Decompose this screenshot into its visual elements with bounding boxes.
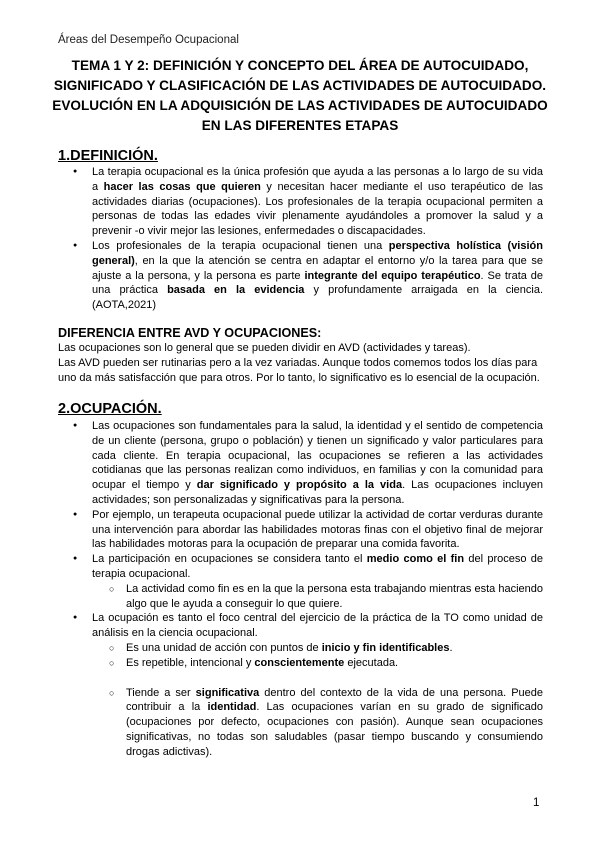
header-note: Áreas del Desempeño Ocupacional [58,34,239,46]
diferencia-text [58,341,543,385]
list-item: ● Las ocupaciones son fundamentales para la salud, la identidad y el sentido de competencia de un cliente (persona, grupo o población) y tienen un significado y valor particulares para cada cliente. En terapia ocupacional, las ocupaciones se refieren a las actividades cotidianas que las personas realizan como individuos, en familias y con la comunidad para ocupar el tiempo y dar significado y propósito a la vida. Las ocupaciones incluyen actividades; son personalizadas y significativas para la persona. [58,419,543,508]
section-heading-definicion: 1.DEFINICIÓN. [58,148,158,164]
sub-list-item: ○ Es una unidad de acción con puntos de inicio y fin identificables. [92,641,543,656]
heading-diferencia: DIFERENCIA ENTRE AVD Y OCUPACIONES: [58,326,322,340]
section-heading-ocupacion: 2.OCUPACIÓN. [58,401,162,417]
ocupacion-list [58,419,543,760]
list-item: ● La participación en ocupaciones se considera tanto el medio como el fin del proceso de terapia ocupacional. ○ La actividad como fin es en la que la persona esta trabajando mientras esta haciendo algo que le ayuda a conseguir lo que quiere. [58,552,543,611]
paragraph: Las ocupaciones son lo general que se pueden dividir en AVD (actividades y tareas). [58,342,471,354]
sub-list-item: ○ Es repetible, intencional y conscientemente ejecutada. [92,656,543,671]
list-item: ● La ocupación es tanto el foco central del ejercicio de la práctica de la TO como unidad de análisis en la ciencia ocupacional. ○ Es una unidad de acción con puntos de inicio y fin identificables. ○ Es repetible, intencional y conscientemente ejecutada. ○ Tiende a ser significativa dentro del contexto de la vida de una persona. Puede contribuir a la identidad. Las ocupaciones varían en su grado de significado (ocupaciones por defecto, ocupaciones con pasión). Aunque sean ocupaciones significativas, no todas son saludables (pasar tiempo buscando y consumiendo drogas adictivas). [58,611,543,759]
list-item: ● Los profesionales de la terapia ocupacional tienen una perspectiva holística (visión general), en la que la atención se centra en adaptar el entorno y/o la tarea para que se ajuste a la persona, y la persona es parte integrante del equipo terapéutico. Se trata de una práctica basada en la evidencia y profundamente arraigada en la ciencia. (AOTA,2021) [58,239,543,313]
definicion-list [58,165,543,313]
sub-list [92,582,543,612]
list-item: ● Por ejemplo, un terapeuta ocupacional puede utilizar la actividad de cortar verduras durante una intervención para abordar las habilidades motoras finas con el objetivo final de mejorar las habilidades motoras para la ocupación de preparar una comida favorita. [58,508,543,552]
paragraph: Las AVD pueden ser rutinarias pero a la vez variadas. Aunque todos comemos todos los días para uno da más satisfacción que para otros. Por lo tanto, lo significativo es lo esencial de la ocupación. [58,356,540,384]
sub-list-item: ○ La actividad como fin es en la que la persona esta trabajando mientras esta haciendo algo que le ayuda a conseguir lo que quiere. [92,582,543,612]
document-title: TEMA 1 Y 2: DEFINICIÓN Y CONCEPTO DEL ÁREA DE AUTOCUIDADO, SIGNIFICADO Y CLASIFICACIÓN DE LAS ACTIVIDADES DE AUTOCUIDADO. EVOLUCIÓN EN LA ADQUISICIÓN DE LAS ACTIVIDADES DE AUTOCUIDADO EN LAS DIFERENTES ETAPAS [52,58,548,133]
sub-list-item: ○ Tiende a ser significativa dentro del contexto de la vida de una persona. Puede contribuir a la identidad. Las ocupaciones varían en su grado de significado (ocupaciones por defecto, ocupaciones con pasión). Aunque sean ocupaciones significativas, no todas son saludables (pasar tiempo buscando y consumiendo drogas adictivas). [92,686,543,760]
list-item: ● La terapia ocupacional es la única profesión que ayuda a las personas a lo largo de su vida a hacer las cosas que quieren y necesitan hacer mediante el uso terapéutico de las actividades diarias (ocupaciones). Los profesionales de la terapia ocupacional permiten a personas de todas las edades vivir plenamente ayudándoles a promover la salud y a prevenir -o vivir mejor las lesiones, enfermedades o discapacidades. [58,165,543,239]
sub-list [92,641,543,760]
page-number: 1 [533,797,540,809]
